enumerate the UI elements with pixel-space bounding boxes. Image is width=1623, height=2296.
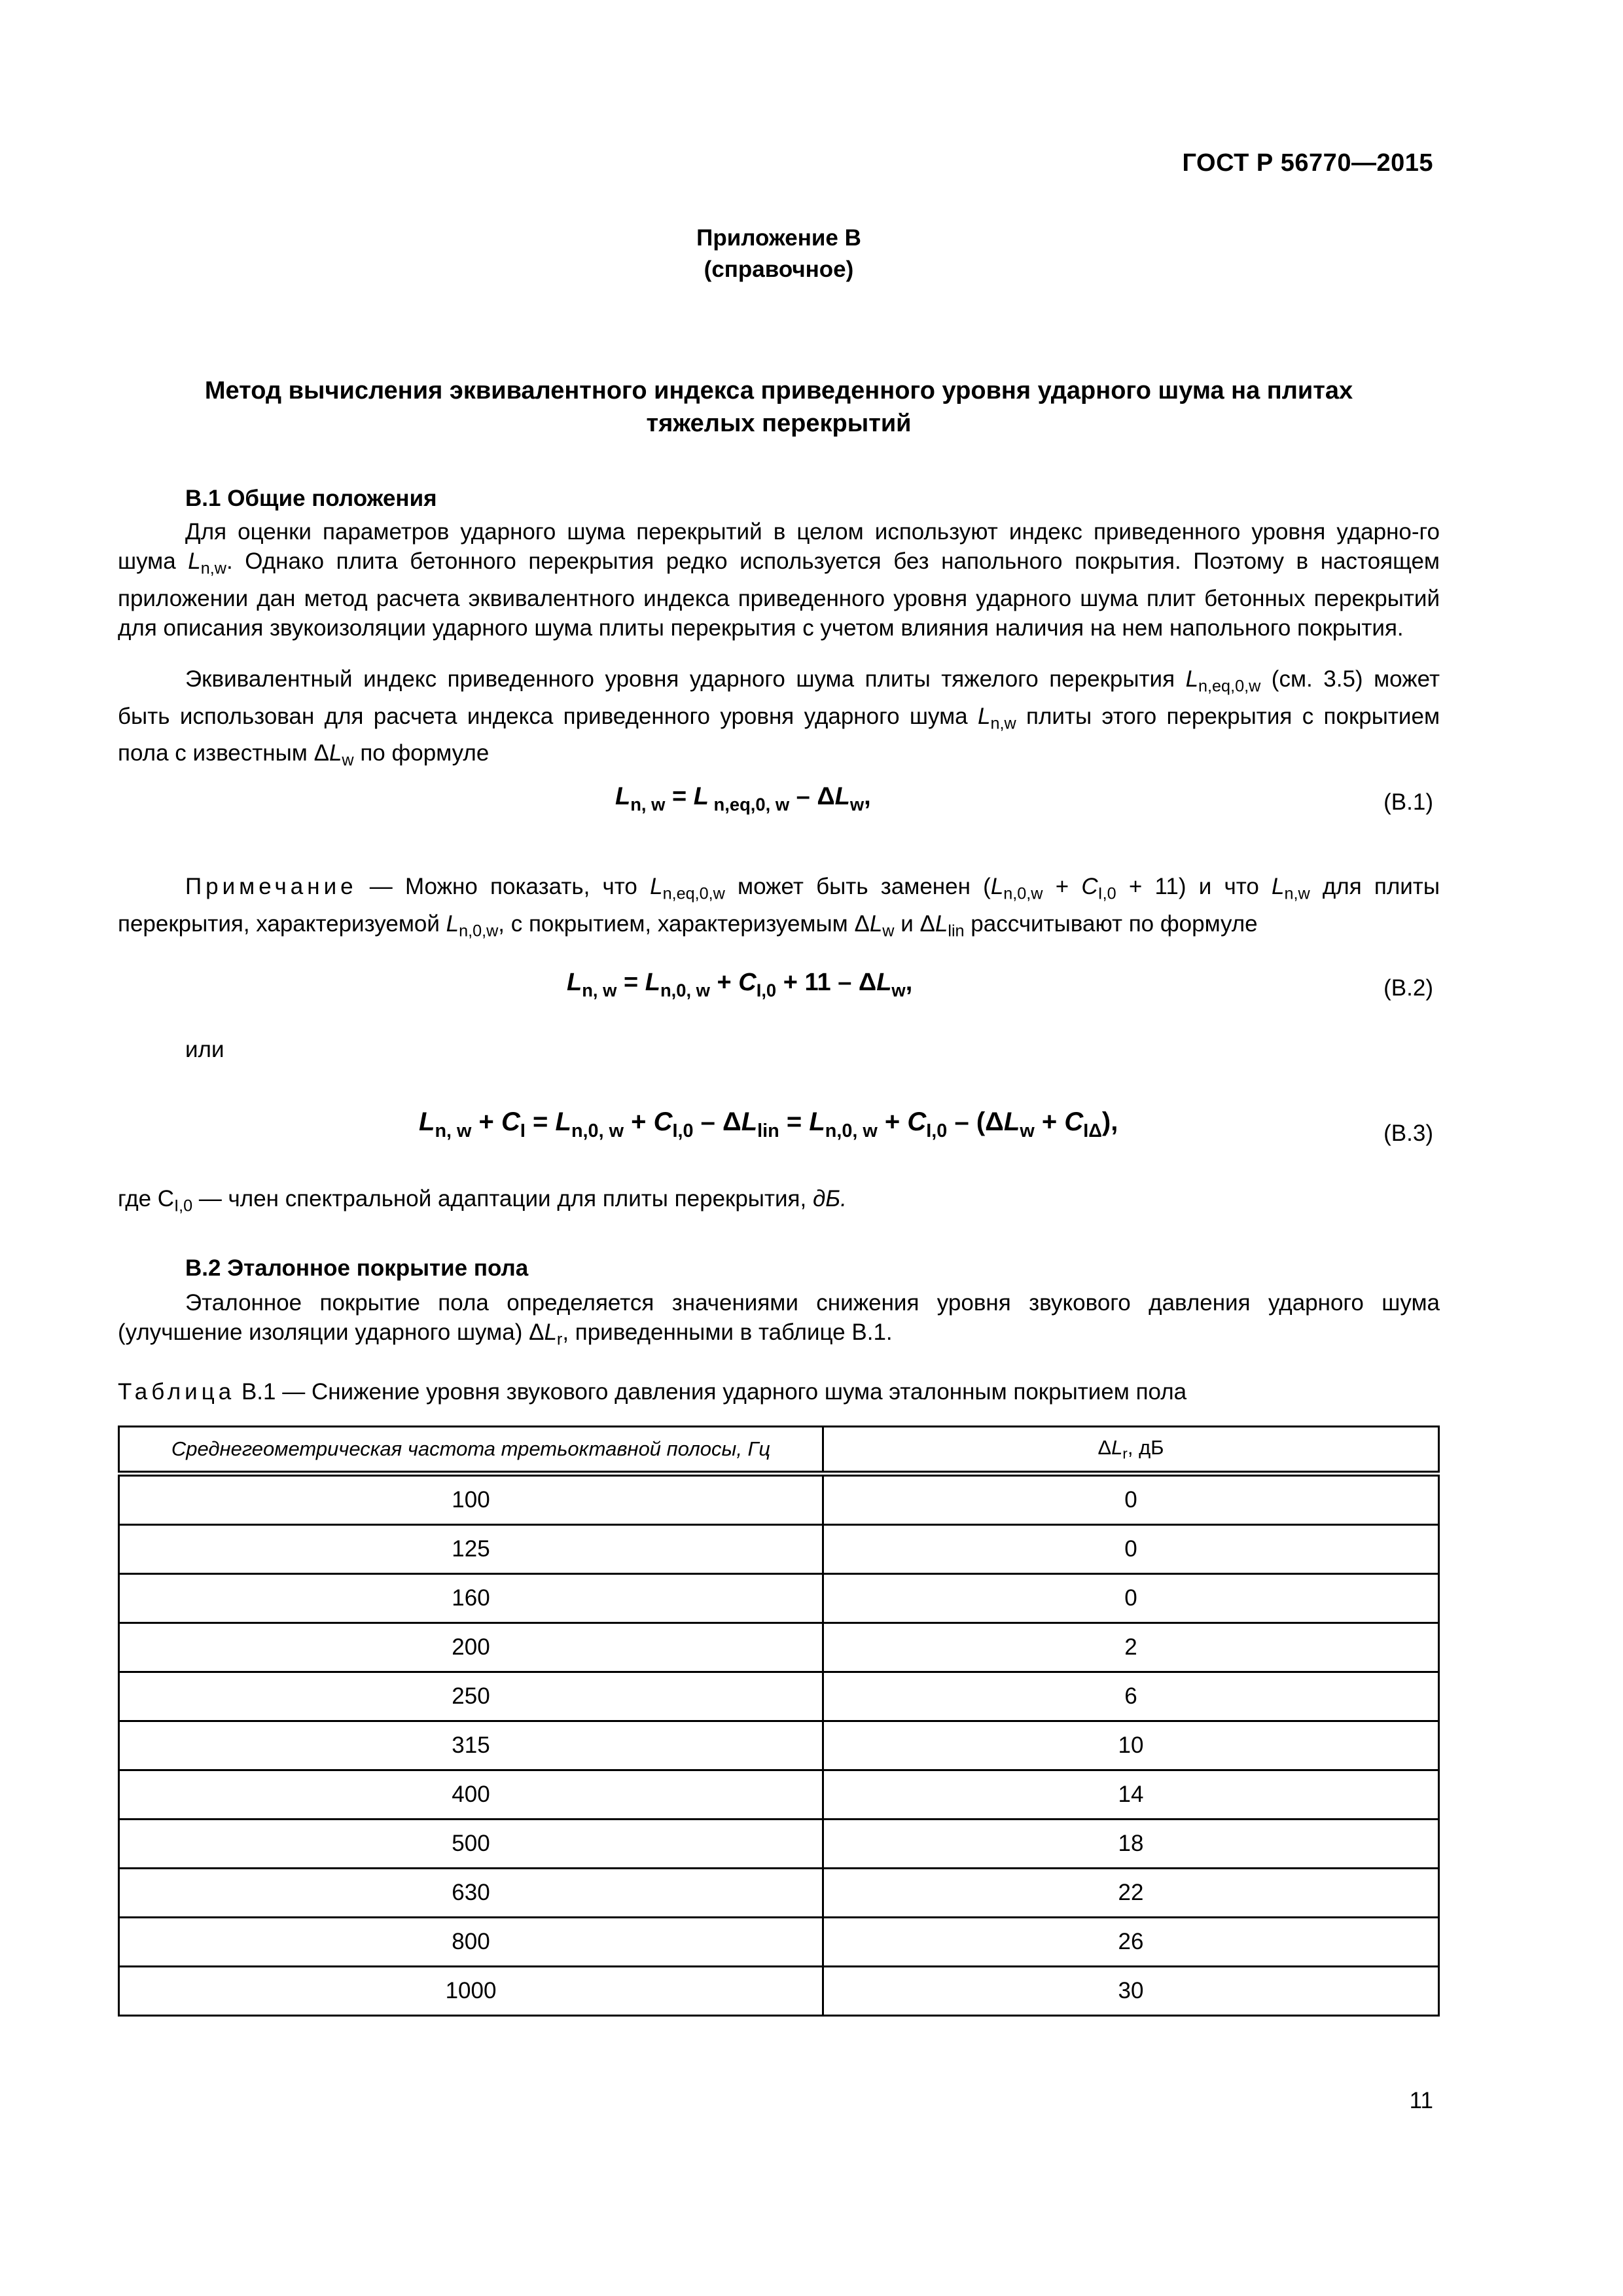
formula-subscript: n,eq,0, w (708, 794, 790, 815)
formula-subscript: n, w (435, 1121, 472, 1142)
conjunction-or: или (185, 1037, 224, 1062)
cell-frequency: 315 (119, 1721, 823, 1770)
note-paragraph (118, 872, 1440, 946)
formula-bracket: (Δ (976, 1107, 1004, 1136)
table-row (119, 1869, 1439, 1918)
cell-frequency: 200 (119, 1623, 823, 1672)
formula-operator: – Δ (693, 1107, 741, 1136)
formula-subscript: n, w (630, 794, 666, 815)
variable-symbol: L (650, 874, 663, 899)
table-row (119, 1474, 1439, 1525)
note-text: и Δ (894, 910, 935, 937)
formula-bracket: ), (1101, 1107, 1118, 1136)
paragraph-text: Эталонное покрытие пола определяется значениями снижения уровня звукового давления ударного шума (улучшение изоляции ударного шума) Δ (118, 1290, 1440, 1345)
cell-frequency: 630 (119, 1869, 823, 1918)
cell-frequency: 500 (119, 1820, 823, 1869)
table-caption-label: Таблица (118, 1379, 236, 1405)
cell-value: 2 (823, 1623, 1439, 1672)
where-text: где C (118, 1186, 175, 1211)
variable-subscript: n,w (200, 559, 226, 578)
variable-symbol: L (544, 1319, 557, 1345)
formula-operator: = (525, 1107, 556, 1136)
note-text: + (1043, 874, 1082, 899)
paragraph-text: , приведенными в таблице В.1. (562, 1319, 893, 1345)
where-clause (118, 1186, 847, 1216)
cell-value: 0 (823, 1525, 1439, 1574)
cell-frequency: 160 (119, 1574, 823, 1623)
delta-symbol: Δ (313, 740, 329, 766)
variable-symbol: L (1111, 1435, 1123, 1459)
cell-frequency: 800 (119, 1918, 823, 1967)
table-row (119, 1967, 1439, 2016)
table-caption (118, 1379, 1186, 1405)
formula-term: L (834, 783, 850, 810)
formula-term: L (876, 969, 892, 996)
paragraph-text: Эквивалентный индекс приведенного уровня ударного шума плиты тяжелого перекрытия (185, 666, 1186, 692)
document-code: ГОСТ Р 56770—2015 (1182, 149, 1433, 177)
table-row (119, 1721, 1439, 1770)
formula-operator: + (623, 1107, 654, 1136)
formula-subscript: lin (757, 1121, 779, 1142)
table-header-reduction (823, 1427, 1439, 1474)
formula-subscript: w (849, 794, 865, 815)
paragraph-reference-floor (118, 1288, 1440, 1355)
variable-subscript: I,0 (174, 1196, 193, 1215)
table-caption-text: В.1 — Снижение уровня звукового давления ударного шума эталонным покрытием пола (235, 1379, 1187, 1405)
formula-term: L (645, 969, 660, 996)
formula-subscript: I,0 (756, 980, 777, 1001)
formula-subscript: w (1020, 1121, 1035, 1142)
note-text: — Можно показать, что (357, 874, 651, 899)
note-text: может быть заменен ( (724, 874, 991, 899)
appendix-type: (справочное) (704, 257, 854, 282)
variable-subscript: w (882, 922, 895, 941)
formula-subscript: I (520, 1121, 526, 1142)
appendix-heading (0, 223, 1558, 285)
variable-symbol: L (188, 548, 201, 574)
reference-floor-table (118, 1426, 1440, 2017)
section-heading-b1: В.1 Общие положения (185, 486, 437, 511)
formula-term: L (693, 783, 709, 810)
table-row (119, 1820, 1439, 1869)
cell-value: 10 (823, 1721, 1439, 1770)
note-text: для плиты перекрытия, характеризуемой (118, 874, 1440, 937)
formula-term: L (741, 1107, 758, 1136)
table-header-frequency: Среднегеометрическая частота третьоктавной полосы, Гц (119, 1427, 823, 1474)
table-header-row (119, 1427, 1439, 1474)
variable-symbol: L (329, 740, 342, 766)
unit-text: , дБ (1127, 1435, 1164, 1459)
formula-operator: – Δ (789, 783, 835, 810)
formula-subscript: n,0, w (660, 980, 710, 1001)
cell-value: 6 (823, 1672, 1439, 1721)
formula-term: C (738, 969, 757, 996)
paragraph-text: плиты этого перекрытия с покрытием пола с известным (118, 703, 1440, 766)
formula-operator: + (1034, 1107, 1065, 1136)
cell-frequency: 100 (119, 1474, 823, 1525)
variable-subscript: n,0,w (1003, 884, 1043, 903)
cell-frequency: 1000 (119, 1967, 823, 2016)
cell-value: 14 (823, 1770, 1439, 1820)
note-text: + 11) и что (1116, 874, 1272, 899)
variable-subscript: I,0 (1097, 884, 1116, 903)
formula-operator: = (665, 783, 694, 810)
formula-b1 (615, 783, 871, 816)
title-line-2: тяжелых перекрытий (646, 410, 912, 437)
variable-symbol: L (1185, 666, 1199, 692)
formula-term: L (1003, 1107, 1020, 1136)
variable-subscript: n,0,w (459, 922, 499, 941)
formula-subscript: n, w (582, 980, 617, 1001)
formula-punctuation: , (905, 969, 913, 996)
variable-symbol: L (869, 910, 883, 937)
formula-term: C (501, 1107, 520, 1136)
formula-subscript: IΔ (1083, 1121, 1102, 1142)
variable-symbol: L (1272, 874, 1285, 899)
variable-symbol: L (990, 874, 1004, 899)
table-row (119, 1574, 1439, 1623)
formula-operator: + (877, 1107, 908, 1136)
formula-subscript: n,0, w (825, 1121, 878, 1142)
formula-subscript: w (891, 980, 906, 1001)
appendix-title: Приложение В (696, 225, 861, 251)
formula-term: L (567, 969, 582, 996)
formula-b2 (567, 969, 912, 1001)
variable-subscript: n,w (1284, 884, 1310, 903)
cell-value: 18 (823, 1820, 1439, 1869)
where-text: — член спектральной адаптации для плиты перекрытия, (192, 1186, 813, 1211)
variable-subscript: w (342, 751, 354, 770)
cell-value: 0 (823, 1574, 1439, 1623)
unit-text: дБ. (812, 1186, 847, 1211)
page-number: 11 (1409, 2088, 1433, 2113)
delta-symbol: Δ (1097, 1435, 1112, 1459)
table-row (119, 1770, 1439, 1820)
note-text: , с покрытием, характеризуемым Δ (498, 910, 870, 937)
formula-operator: – (947, 1107, 976, 1136)
note-text: рассчитывают по формуле (964, 910, 1258, 937)
paragraph-text: Для оценки параметров ударного шума перекрытий в целом используют индекс приведенного уровня ударно-го шума (118, 519, 1440, 574)
equation-number-b3: (В.3) (1383, 1121, 1433, 1146)
cell-frequency: 250 (119, 1672, 823, 1721)
variable-symbol: L (446, 910, 459, 937)
formula-term: L (555, 1107, 571, 1136)
paragraph-text: (см. 3.5) может быть использован для расчета индекса приведенного уровня ударного шума (118, 666, 1440, 729)
formula-subscript: I,0 (926, 1121, 948, 1142)
formula-punctuation: , (864, 783, 871, 810)
paragraph-text: по формуле (353, 740, 490, 766)
variable-symbol: C (1081, 874, 1098, 899)
formula-subscript: I,0 (672, 1121, 694, 1142)
formula-operator: = (616, 969, 645, 996)
document-title (118, 374, 1440, 440)
title-line-1: Метод вычисления эквивалентного индекса приведенного уровня ударного шума на плитах (204, 377, 1353, 404)
variable-symbol: L (978, 703, 991, 729)
formula-operator: + 11 – Δ (776, 969, 877, 996)
formula-term: C (907, 1107, 927, 1136)
formula-operator: + (709, 969, 739, 996)
formula-operator: = (779, 1107, 810, 1136)
formula-term: L (419, 1107, 435, 1136)
paragraph-general-1 (118, 517, 1440, 643)
variable-subscript: n,w (990, 714, 1016, 733)
formula-term: C (1064, 1107, 1084, 1136)
table-row (119, 1918, 1439, 1967)
table-row (119, 1525, 1439, 1574)
formula-term: C (653, 1107, 673, 1136)
variable-symbol: L (935, 910, 948, 937)
variable-subscript: n,eq,0,w (662, 884, 725, 903)
formula-term: L (615, 783, 631, 810)
cell-value: 0 (823, 1474, 1439, 1525)
cell-frequency: 400 (119, 1770, 823, 1820)
variable-subscript: n,eq,0,w (1198, 677, 1261, 696)
variable-subscript: r (556, 1330, 563, 1349)
cell-value: 22 (823, 1869, 1439, 1918)
variable-subscript: lin (948, 922, 965, 941)
formula-b3 (419, 1107, 1118, 1142)
equation-number-b2: (В.2) (1383, 975, 1433, 1001)
formula-term: L (809, 1107, 825, 1136)
paragraph-general-2 (118, 664, 1440, 776)
paragraph-text: . Однако плита бетонного перекрытия редко используется без напольного покрытия. Поэтому в настоящем приложении дан метод расчета эквивалентного индекса приведенного уровня ударного шума плит бетонных перекрытий для описания звукоизоляции ударного шума плиты перекрытия с учетом влияния наличия на нем напольного покрытия. (118, 548, 1440, 641)
section-heading-b2: В.2 Эталонное покрытие пола (185, 1255, 529, 1281)
note-label: Примечание (185, 874, 357, 899)
table-row (119, 1623, 1439, 1672)
cell-frequency: 125 (119, 1525, 823, 1574)
equation-number-b1: (В.1) (1383, 789, 1433, 815)
formula-operator: + (471, 1107, 502, 1136)
variable-subscript: r (1122, 1445, 1128, 1462)
table-row (119, 1672, 1439, 1721)
cell-value: 30 (823, 1967, 1439, 2016)
cell-value: 26 (823, 1918, 1439, 1967)
formula-subscript: n,0, w (571, 1121, 624, 1142)
